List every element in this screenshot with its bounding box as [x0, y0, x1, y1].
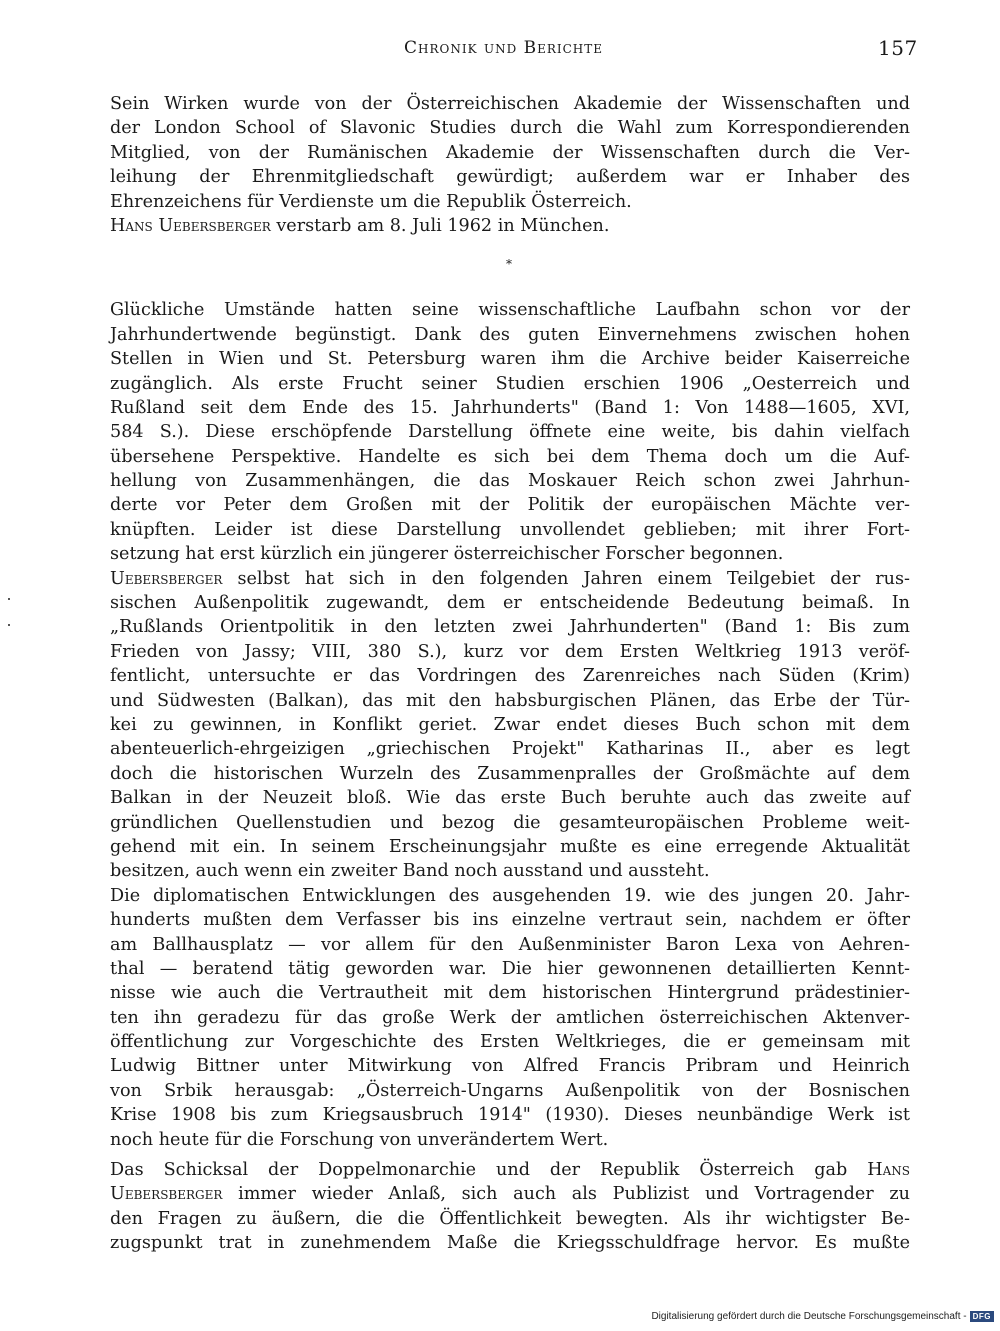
- death-line: [110, 214, 910, 238]
- text-line: „Rußlands Orientpolitik in den letzten zwei Jahrhunderten" (Band 1: Bis zum: [110, 617, 910, 638]
- text-line: sischen Außenpolitik zugewandt, dem er entscheidende Bedeutung beimaß. In: [110, 593, 910, 614]
- text-fragment: selbst hat sich in den folgenden Jahren einem Teilgebiet der rus-: [222, 568, 910, 589]
- text-line: knüpften. Leider ist diese Darstellung unvollendet geblieben; mit ihrer Fort-: [110, 519, 910, 540]
- section-separator: [110, 238, 910, 298]
- text-line: öffentlichung zur Vorgeschichte des Ersten Weltkrieges, die er gemeinsam mit: [110, 1032, 910, 1053]
- text-line: noch heute für die Forschung von unverändertem Wert.: [110, 1129, 609, 1150]
- text-line: setzung hat erst kürzlich ein jüngerer österreichischer Forscher begonnen.: [110, 544, 784, 565]
- text-line: Balkan in der Neuzeit bloß. Wie das erste Buch beruhte auch das zweite auf: [110, 788, 910, 809]
- text-line: am Ballhausplatz — vor allem für den Außenminister Baron Lexa von Aehren-: [110, 934, 910, 955]
- text-line: Stellen in Wien und St. Petersburg waren ihm die Archive beider Kaiserreiche: [110, 349, 910, 370]
- text-line: nisse wie auch die Vertrautheit mit dem historischen Hintergrund prädestinier-: [110, 983, 910, 1004]
- person-name: Hans Uebersberger: [110, 215, 271, 236]
- text-line: Rußland seit dem Ende des 15. Jahrhunderts" (Band 1: Von 1488—1605, XVI,: [110, 397, 910, 418]
- text-line: [110, 1158, 910, 1182]
- text-line: [110, 1182, 910, 1206]
- person-name: Hans: [867, 1160, 910, 1181]
- text-line: ten ihn geradezu für das große Werk der amtlichen österreichischen Aktenver-: [110, 1007, 910, 1028]
- text-line: von Srbik herausgab: „Österreich-Ungarns Außenpolitik von der Bosnischen: [110, 1080, 910, 1101]
- text-line: Sein Wirken wurde von der Österreichischen Akademie der Wissenschaften und: [110, 94, 910, 114]
- asterism: *: [506, 257, 512, 272]
- paragraph-4: [110, 1158, 910, 1256]
- text-line: derte vor Peter dem Großen mit der Politik der europäischen Mächte ver-: [110, 495, 910, 516]
- text-line: Ludwig Bittner unter Mitwirkung von Alfred Francis Pribram und Heinrich: [110, 1056, 910, 1077]
- text-line: Jahrhundertwende begünstigt. Dank des guten Einvernehmens zwischen hohen: [110, 324, 910, 345]
- footer-text: Digitalisierung gefördert durch die Deutsche Forschungsgemeinschaft -: [651, 1311, 967, 1322]
- text-line: den Fragen zu äußern, die die Öffentlichkeit bewegten. Als ihr wichtigster Be-: [110, 1208, 910, 1229]
- person-name: Uebersberger: [110, 568, 223, 589]
- text-line: besitzen, auch wenn ein zweiter Band noch ausstand und aussteht.: [110, 861, 710, 882]
- text-line: übersehene Perspektive. Handelte es sich bei dem Thema doch um die Auf-: [110, 446, 910, 467]
- digitization-footer: [651, 1311, 994, 1322]
- margin-mark: [8, 624, 10, 626]
- text-line: abenteuerlich-ehrgeizigen „griechischen Projekt" Katharinas II., aber es legt: [110, 739, 910, 760]
- paragraph-3: [110, 884, 910, 1152]
- text-line: Krise 1908 bis zum Kriegsausbruch 1914" (1930). Dieses neunbändige Werk ist: [110, 1105, 910, 1126]
- dfg-logo: DFG: [970, 1311, 994, 1322]
- death-text: verstarb am 8. Juli 1962 in München.: [270, 215, 610, 236]
- text-line: zugänglich. Als erste Frucht seiner Studien erschien 1906 „Oesterreich und: [110, 373, 910, 394]
- text-line: fentlicht, untersuchte er das Vordringen des Zarenreiches nach Süden (Krim): [110, 666, 910, 687]
- section-1: [110, 92, 910, 238]
- running-head: [0, 38, 1000, 64]
- paragraph-1: [110, 298, 910, 566]
- text-line: Frieden von Jassy; VIII, 380 S.), kurz vor dem Ersten Weltkrieg 1913 veröf-: [110, 641, 910, 662]
- text-line: hellung von Zusammenhängen, die das Moskauer Reich schon zwei Jahrhun-: [110, 471, 910, 492]
- text-line: [110, 567, 910, 591]
- text-line: leihung der Ehrenmitgliedschaft gewürdigt; außerdem war er Inhaber des: [110, 167, 910, 188]
- text-line: doch die historischen Wurzeln des Zusammenpralles der Großmächte auf dem: [110, 763, 910, 784]
- text-line: zugspunkt trat in zunehmendem Maße die Kriegsschuldfrage hervor. Es mußte: [110, 1233, 910, 1254]
- text-line: Ehrenzeichens für Verdienste um die Republik Österreich.: [110, 191, 632, 212]
- text-line: gehend mit ein. In seinem Erscheinungsjahr mußte es eine erregende Aktualität: [110, 836, 910, 857]
- text-fragment: Das Schicksal der Doppelmonarchie und der Republik Österreich gab: [110, 1160, 868, 1181]
- text-line: der London School of Slavonic Studies durch die Wahl zum Korrespondierenden: [110, 118, 910, 139]
- running-title: Chronik und Berichte: [404, 38, 604, 58]
- text-line: kei zu gewinnen, in Konflikt geriet. Zwar endet dieses Buch schon mit dem: [110, 714, 910, 735]
- text-line: thal — beratend tätig geworden war. Die hier gewonnenen detaillierten Kennt-: [110, 958, 910, 979]
- text-line: hunderts mußten dem Verfasser bis ins einzelne vertraut sein, nachdem er öfter: [110, 910, 910, 931]
- text-line: und Südwesten (Balkan), das mit den habsburgischen Plänen, das Erbe der Tür-: [110, 690, 910, 711]
- margin-mark: [8, 598, 10, 600]
- text-line: gründlichen Quellenstudien und bezog die gesamteuropäischen Probleme weit-: [110, 812, 910, 833]
- text-line: Glückliche Umstände hatten seine wissenschaftliche Laufbahn schon vor der: [110, 300, 910, 321]
- text-line: Mitglied, von der Rumänischen Akademie der Wissenschaften durch die Ver-: [110, 142, 910, 163]
- paragraph-2: [110, 567, 910, 884]
- text-fragment: immer wieder Anlaß, sich auch als Publizist und Vortragender zu: [222, 1184, 910, 1205]
- body-text: [110, 92, 910, 1256]
- page-number: 157: [878, 36, 918, 60]
- text-line: 584 S.). Diese erschöpfende Darstellung öffnete eine weite, bis dahin vielfach: [110, 422, 910, 443]
- text-line: Die diplomatischen Entwicklungen des ausgehenden 19. wie des jungen 20. Jahr-: [110, 885, 910, 906]
- person-name: Uebersberger: [110, 1184, 223, 1205]
